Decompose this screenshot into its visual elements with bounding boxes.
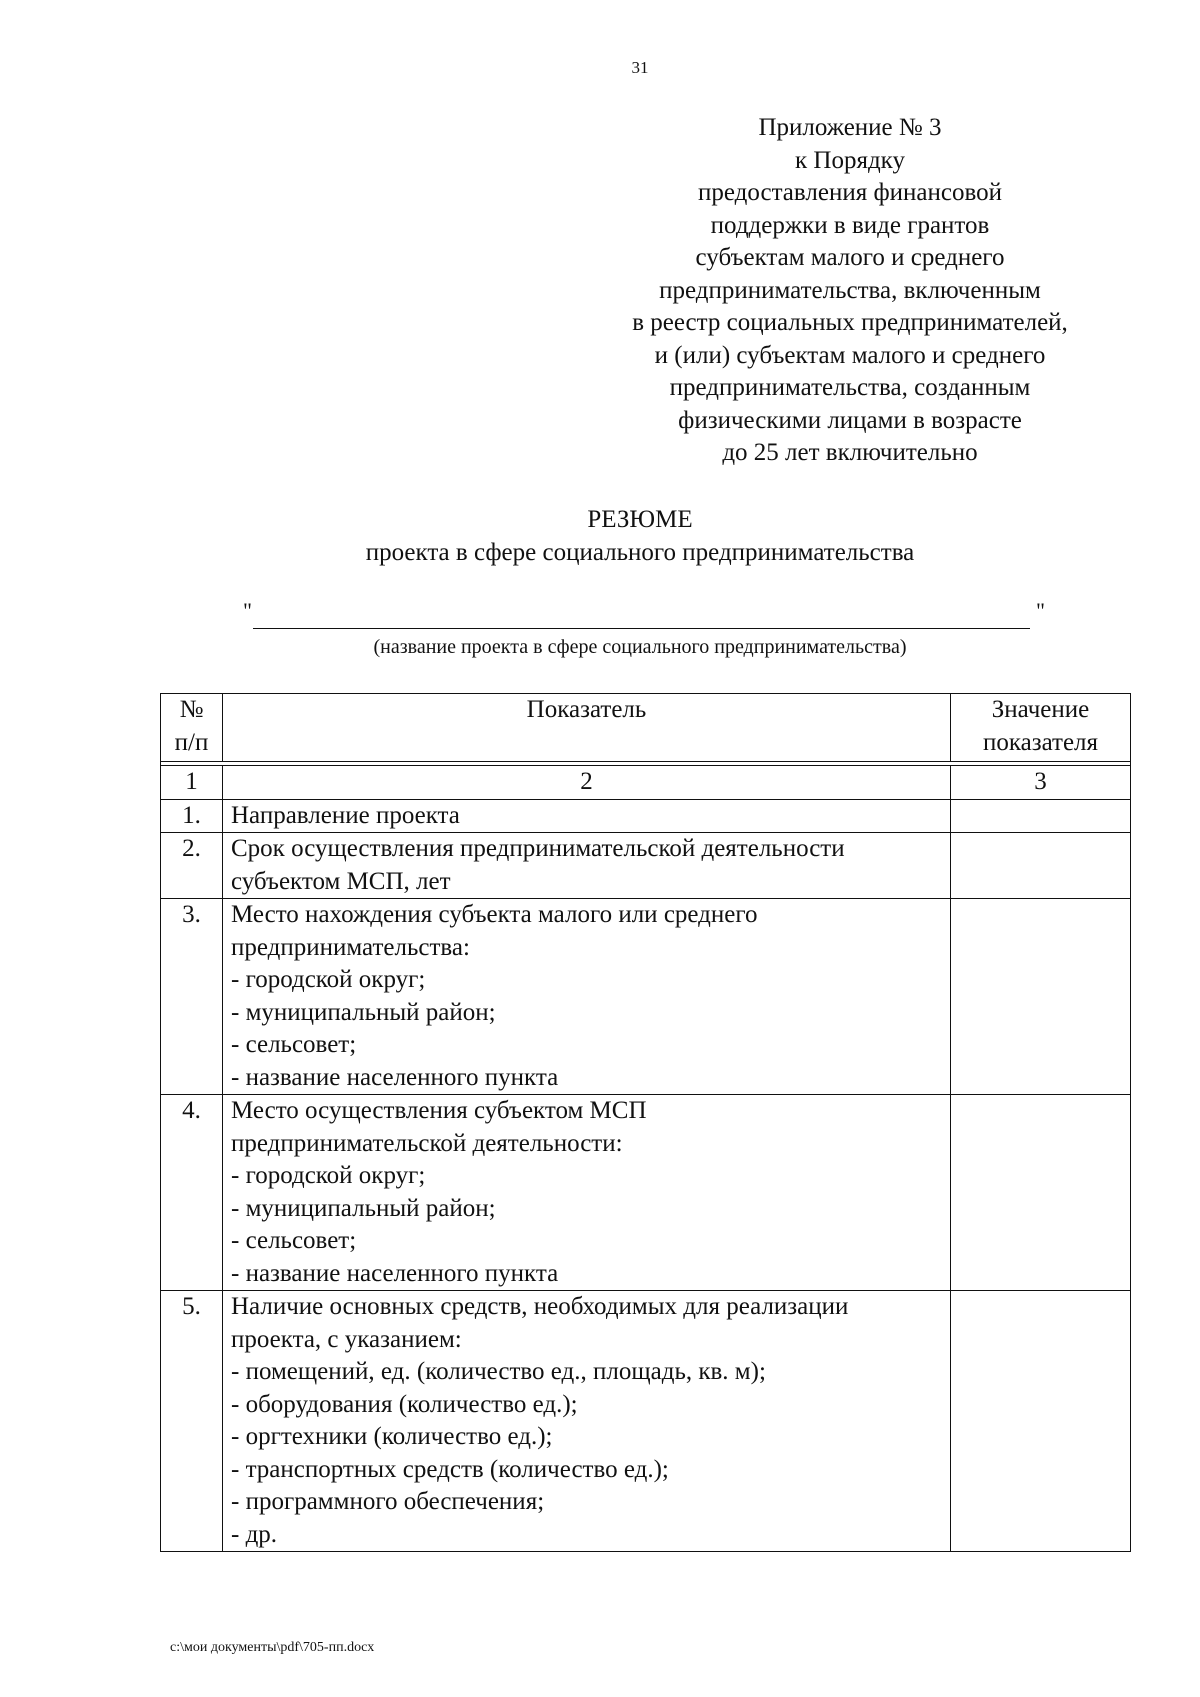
row-value-cell[interactable] — [951, 799, 1131, 833]
indicator-line: - название населенного пункта — [231, 1259, 559, 1287]
header-number-cell — [161, 694, 223, 762]
indicator-line: - программного обеспечения; — [231, 1488, 545, 1515]
indicators-table — [160, 693, 1131, 1552]
table-row — [161, 1095, 1131, 1291]
row-value-cell[interactable] — [951, 899, 1131, 1095]
appendix-line: к Порядку — [795, 146, 905, 174]
column-number: 3 — [951, 766, 1131, 800]
project-name-caption: (название проекта в сфере социального предпринимательства) — [373, 636, 907, 658]
indicator-line: предпринимательской деятельности: — [231, 1129, 623, 1157]
row-value-cell[interactable] — [951, 833, 1131, 899]
indicator-line: Наличие основных средств, необходимых для реализации — [231, 1293, 849, 1320]
row-indicator — [223, 899, 951, 1095]
row-indicator — [223, 1095, 951, 1291]
header-indicator-cell: Показатель — [223, 694, 951, 762]
indicator-line: Место нахождения субъекта малого или среднего — [231, 901, 758, 928]
row-indicator — [223, 1291, 951, 1552]
project-name-field-line[interactable] — [253, 628, 1030, 629]
indicator-line: предпринимательства: — [231, 933, 470, 961]
row-indicator — [223, 833, 951, 899]
table-header-row — [161, 694, 1131, 762]
appendix-line: предпринимательства, созданным — [669, 374, 1031, 401]
indicator-line: - название населенного пункта — [231, 1063, 559, 1091]
table-row — [161, 833, 1131, 899]
indicator-line: - помещений, ед. (количество ед., площадь, кв. м); — [231, 1358, 766, 1385]
indicator-line: - транспортных средств (количество ед.); — [231, 1455, 669, 1483]
table-row — [161, 1291, 1131, 1552]
indicator-line: проекта, с указанием: — [231, 1325, 462, 1353]
indicator-line: - оргтехники (количество ед.); — [231, 1423, 553, 1450]
header-value-line1: Значение — [991, 696, 1090, 723]
indicator-line: - муниципальный район; — [231, 998, 496, 1026]
column-number-row — [161, 766, 1131, 800]
appendix-line: поддержки в виде грантов — [710, 211, 990, 239]
indicator-line: Направление проекта — [231, 801, 460, 829]
row-value-cell[interactable] — [951, 1095, 1131, 1291]
column-number: 1 — [161, 766, 223, 800]
document-title: РЕЗЮМЕ — [587, 506, 693, 533]
row-indicator — [223, 799, 951, 833]
row-number: 3. — [161, 899, 223, 1095]
project-name-close-quote: " — [1036, 598, 1045, 623]
indicator-line: - городской округ; — [231, 1162, 426, 1189]
appendix-line: в реестр социальных предпринимателей, — [632, 309, 1068, 336]
document-subtitle: проекта в сфере социального предпринимательства — [365, 539, 915, 566]
row-value-cell[interactable] — [951, 1291, 1131, 1552]
appendix-line: субъектам малого и среднего — [695, 244, 1005, 271]
indicator-line: - городской округ; — [231, 966, 426, 993]
indicator-line: - др. — [231, 1520, 278, 1548]
indicator-line: - муниципальный район; — [231, 1194, 496, 1222]
indicator-line: - сельсовет; — [231, 1227, 357, 1254]
header-value-line2: показателя — [982, 728, 1099, 756]
appendix-line: Приложение № 3 — [758, 114, 942, 141]
indicator-line: Место осуществления субъектом МСП — [231, 1097, 647, 1124]
project-name-open-quote: " — [243, 598, 252, 623]
indicator-line: - сельсовет; — [231, 1031, 357, 1058]
indicator-line: субъектом МСП, лет — [231, 867, 451, 895]
table-row — [161, 799, 1131, 833]
appendix-line: физическими лицами в возрасте — [678, 406, 1022, 434]
header-value-cell — [951, 694, 1131, 762]
indicator-line: Срок осуществления предпринимательской деятельности — [231, 835, 845, 862]
appendix-line: предпринимательства, включенным — [659, 276, 1041, 304]
row-number: 4. — [161, 1095, 223, 1291]
table-row — [161, 899, 1131, 1095]
appendix-line: предоставления финансовой — [697, 179, 1002, 206]
row-number: 2. — [161, 833, 223, 899]
appendix-line: и (или) субъектам малого и среднего — [654, 341, 1046, 369]
column-number: 2 — [223, 766, 951, 800]
row-number: 5. — [161, 1291, 223, 1552]
header-number-line1: № — [179, 696, 204, 723]
appendix-header — [590, 112, 1110, 470]
indicator-line: - оборудования (количество ед.); — [231, 1390, 578, 1418]
footer-file-path: c:\мои документы\pdf\705-пп.docx — [170, 1640, 375, 1655]
header-number-line2: п/п — [174, 728, 209, 756]
row-number: 1. — [161, 799, 223, 833]
appendix-line: до 25 лет включительно — [722, 439, 978, 466]
page-number: 31 — [631, 58, 649, 77]
